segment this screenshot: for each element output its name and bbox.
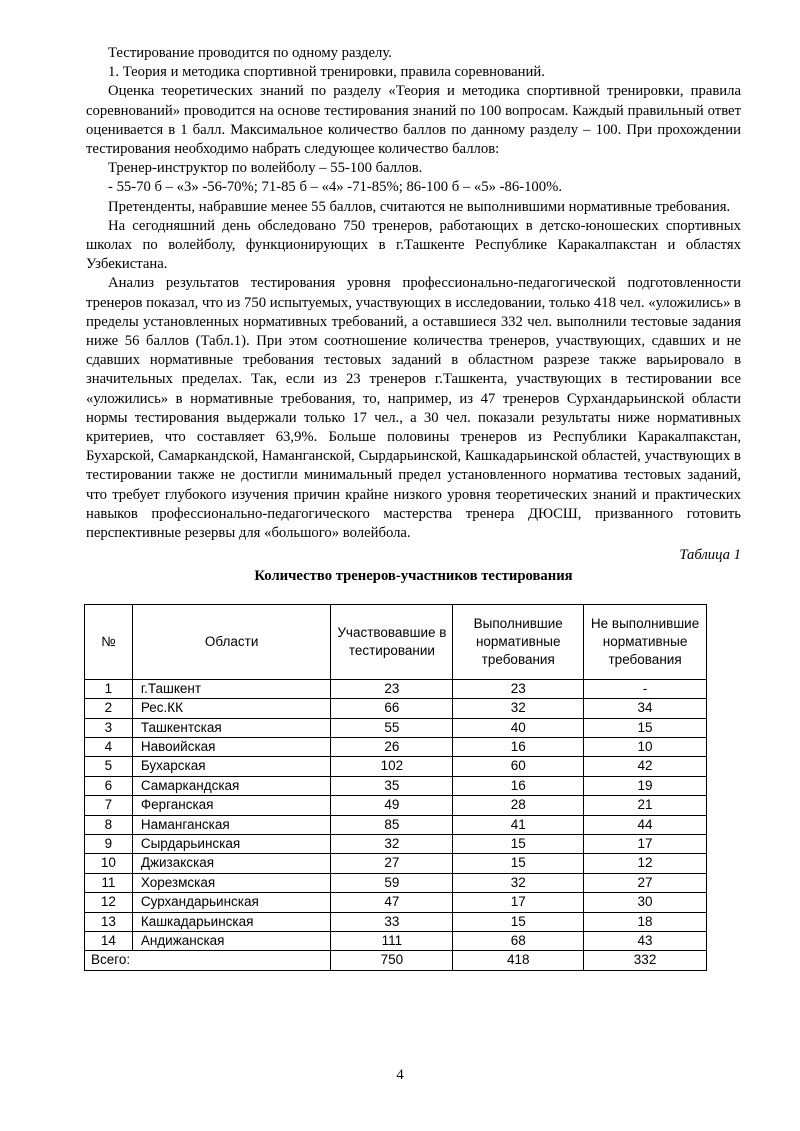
row-participated: 85 xyxy=(331,815,453,834)
header-participated: Участвовавшие в тестировании xyxy=(331,604,453,679)
row-participated: 23 xyxy=(331,679,453,698)
row-region: Бухарская xyxy=(132,757,331,776)
paragraph-testing-sections: Тестирование проводится по одному разделу. xyxy=(108,45,392,61)
row-failed: 34 xyxy=(584,699,707,718)
row-number: 8 xyxy=(85,815,133,834)
row-failed: 19 xyxy=(584,776,707,795)
row-participated: 27 xyxy=(331,854,453,873)
row-passed: 41 xyxy=(453,815,584,834)
row-number: 10 xyxy=(85,854,133,873)
coaches-table xyxy=(84,604,707,971)
row-failed: 21 xyxy=(584,796,707,815)
header-region: Области xyxy=(132,604,331,679)
row-passed: 32 xyxy=(453,699,584,718)
row-failed: - xyxy=(584,679,707,698)
row-failed: 18 xyxy=(584,912,707,931)
header-failed: Не выполнившие нормативные требования xyxy=(584,604,707,679)
row-region: Кашкадарьинская xyxy=(132,912,331,931)
table-row xyxy=(85,737,707,756)
row-passed: 68 xyxy=(453,931,584,950)
row-passed: 15 xyxy=(453,834,584,853)
paragraph-failed-criteria: Претенденты, набравшие менее 55 баллов, считаются не выполнившими нормативные требования. xyxy=(108,198,731,215)
row-passed: 17 xyxy=(453,893,584,912)
row-number: 3 xyxy=(85,718,133,737)
row-participated: 49 xyxy=(331,796,453,815)
total-participated: 750 xyxy=(331,951,453,970)
table-row xyxy=(85,912,707,931)
row-participated: 47 xyxy=(331,893,453,912)
paragraph-evaluation: Оценка теоретических знаний по разделу «Теория и методика спортивной тренировки, правила соревнований» проводится на основе тестирования знаний по 100 вопросам. Каждый правильный ответ оценивается в 1 балл. Максимальное количество баллов по данному разделу – 100. При прохождении тестирования необходимо набрать следующее количество баллов: xyxy=(86,83,741,158)
row-region: Хорезмская xyxy=(132,873,331,892)
row-region: г.Ташкент xyxy=(132,679,331,698)
row-failed: 10 xyxy=(584,737,707,756)
row-participated: 59 xyxy=(331,873,453,892)
table-row xyxy=(85,679,707,698)
row-number: 14 xyxy=(85,931,133,950)
total-passed: 418 xyxy=(453,951,584,970)
row-number: 4 xyxy=(85,737,133,756)
table-row xyxy=(85,757,707,776)
row-failed: 12 xyxy=(584,854,707,873)
row-participated: 111 xyxy=(331,931,453,950)
table-row xyxy=(85,796,707,815)
table-caption: Таблица 1 xyxy=(679,547,741,564)
table-row xyxy=(85,931,707,950)
table-row xyxy=(85,873,707,892)
row-number: 2 xyxy=(85,699,133,718)
table-row xyxy=(85,815,707,834)
row-participated: 35 xyxy=(331,776,453,795)
paragraph-instructor-score: Тренер-инструктор по волейболу – 55-100 баллов. xyxy=(108,160,423,177)
table-row xyxy=(85,893,707,912)
table-row xyxy=(85,854,707,873)
row-passed: 28 xyxy=(453,796,584,815)
row-passed: 15 xyxy=(453,912,584,931)
row-region: Навоийская xyxy=(132,737,331,756)
row-failed: 44 xyxy=(584,815,707,834)
row-region: Рес.КК xyxy=(132,699,331,718)
row-failed: 30 xyxy=(584,893,707,912)
row-region: Андижанская xyxy=(132,931,331,950)
row-number: 13 xyxy=(85,912,133,931)
row-participated: 102 xyxy=(331,757,453,776)
row-failed: 43 xyxy=(584,931,707,950)
row-passed: 16 xyxy=(453,737,584,756)
row-passed: 40 xyxy=(453,718,584,737)
row-region: Джизакская xyxy=(132,854,331,873)
header-passed: Выполнившие нормативные требования xyxy=(453,604,584,679)
table-row xyxy=(85,718,707,737)
row-failed: 15 xyxy=(584,718,707,737)
row-participated: 66 xyxy=(331,699,453,718)
total-label: Всего: xyxy=(85,951,331,970)
row-number: 1 xyxy=(85,679,133,698)
row-number: 12 xyxy=(85,893,133,912)
paragraph-analysis: Анализ результатов тестирования уровня профессионально-педагогической подготовленности тренеров показал, что из 750 испытуемых, участвующих в исследовании, только 418 чел. «уложились» в пределы установленных нормативных требований, а оставшиеся 332 чел. выполнили тестовые задания ниже 56 баллов (Табл.1). При этом соотношение количества тренеров, участвующих, сдавших и не сдавших нормативные требования тестовых заданий в областном разрезе также варьировало в значительных пределах. Так, если из 23 тренеров г.Ташкента, участвующих в тестировании все «уложились» в нормативные требования, то, например, из 47 тренеров Сурхандарьинской области нормы тестирования выдержали только 17 чел., а 30 чел. показали результаты ниже нормативных критериев, что составляет 63,9%. Больше половины тренеров из Республики Каракалпакстан, Бухарской, Самаркандской, Наманганской, Сырдарьинской, Кашкадарьинской областей, участвующих в тестировании также не достигли минимальный предел установленного норматива тестовых заданий, что требует глубокого изучения причин крайне низкого уровня теоретических знаний и практических навыков профессионально-педагогического мастерства тренера ДЮСШ, призванного готовить перспективные резервы для «большого» волейбола. xyxy=(86,275,741,542)
row-number: 7 xyxy=(85,796,133,815)
page-number: 4 xyxy=(396,1067,404,1083)
row-region: Сурхандарьинская xyxy=(132,893,331,912)
header-number: № xyxy=(85,604,133,679)
document-page xyxy=(86,44,741,971)
table-row xyxy=(85,776,707,795)
table-total-row xyxy=(85,951,707,970)
table-header-row xyxy=(85,604,707,679)
row-number: 9 xyxy=(85,834,133,853)
row-passed: 32 xyxy=(453,873,584,892)
row-failed: 42 xyxy=(584,757,707,776)
table-row xyxy=(85,834,707,853)
row-number: 6 xyxy=(85,776,133,795)
paragraph-grade-scale: - 55-70 б – «3» -56-70%; 71-85 б – «4» -71-85%; 86-100 б – «5» -86-100%. xyxy=(108,179,563,196)
table-title: Количество тренеров-участников тестирования xyxy=(254,568,573,585)
row-region: Ташкентская xyxy=(132,718,331,737)
row-region: Ферганская xyxy=(132,796,331,815)
row-region: Наманганская xyxy=(132,815,331,834)
row-passed: 15 xyxy=(453,854,584,873)
row-failed: 17 xyxy=(584,834,707,853)
row-passed: 60 xyxy=(453,757,584,776)
row-participated: 33 xyxy=(331,912,453,931)
row-passed: 16 xyxy=(453,776,584,795)
table-row xyxy=(85,699,707,718)
row-participated: 26 xyxy=(331,737,453,756)
row-number: 11 xyxy=(85,873,133,892)
row-participated: 55 xyxy=(331,718,453,737)
row-region: Самаркандская xyxy=(132,776,331,795)
total-failed: 332 xyxy=(584,951,707,970)
paragraph-survey-size: На сегодняшний день обследовано 750 тренеров, работающих в детско-юношеских спортивных школах по волейболу, функционирующих в г.Ташкенте Республике Каракалпакстан и областях Узбекистана. xyxy=(86,217,741,273)
row-participated: 32 xyxy=(331,834,453,853)
row-passed: 23 xyxy=(453,679,584,698)
row-number: 5 xyxy=(85,757,133,776)
paragraph-section-one: 1. Теория и методика спортивной тренировки, правила соревнований. xyxy=(108,64,545,81)
row-region: Сырдарьинская xyxy=(132,834,331,853)
row-failed: 27 xyxy=(584,873,707,892)
table-body xyxy=(85,679,707,951)
